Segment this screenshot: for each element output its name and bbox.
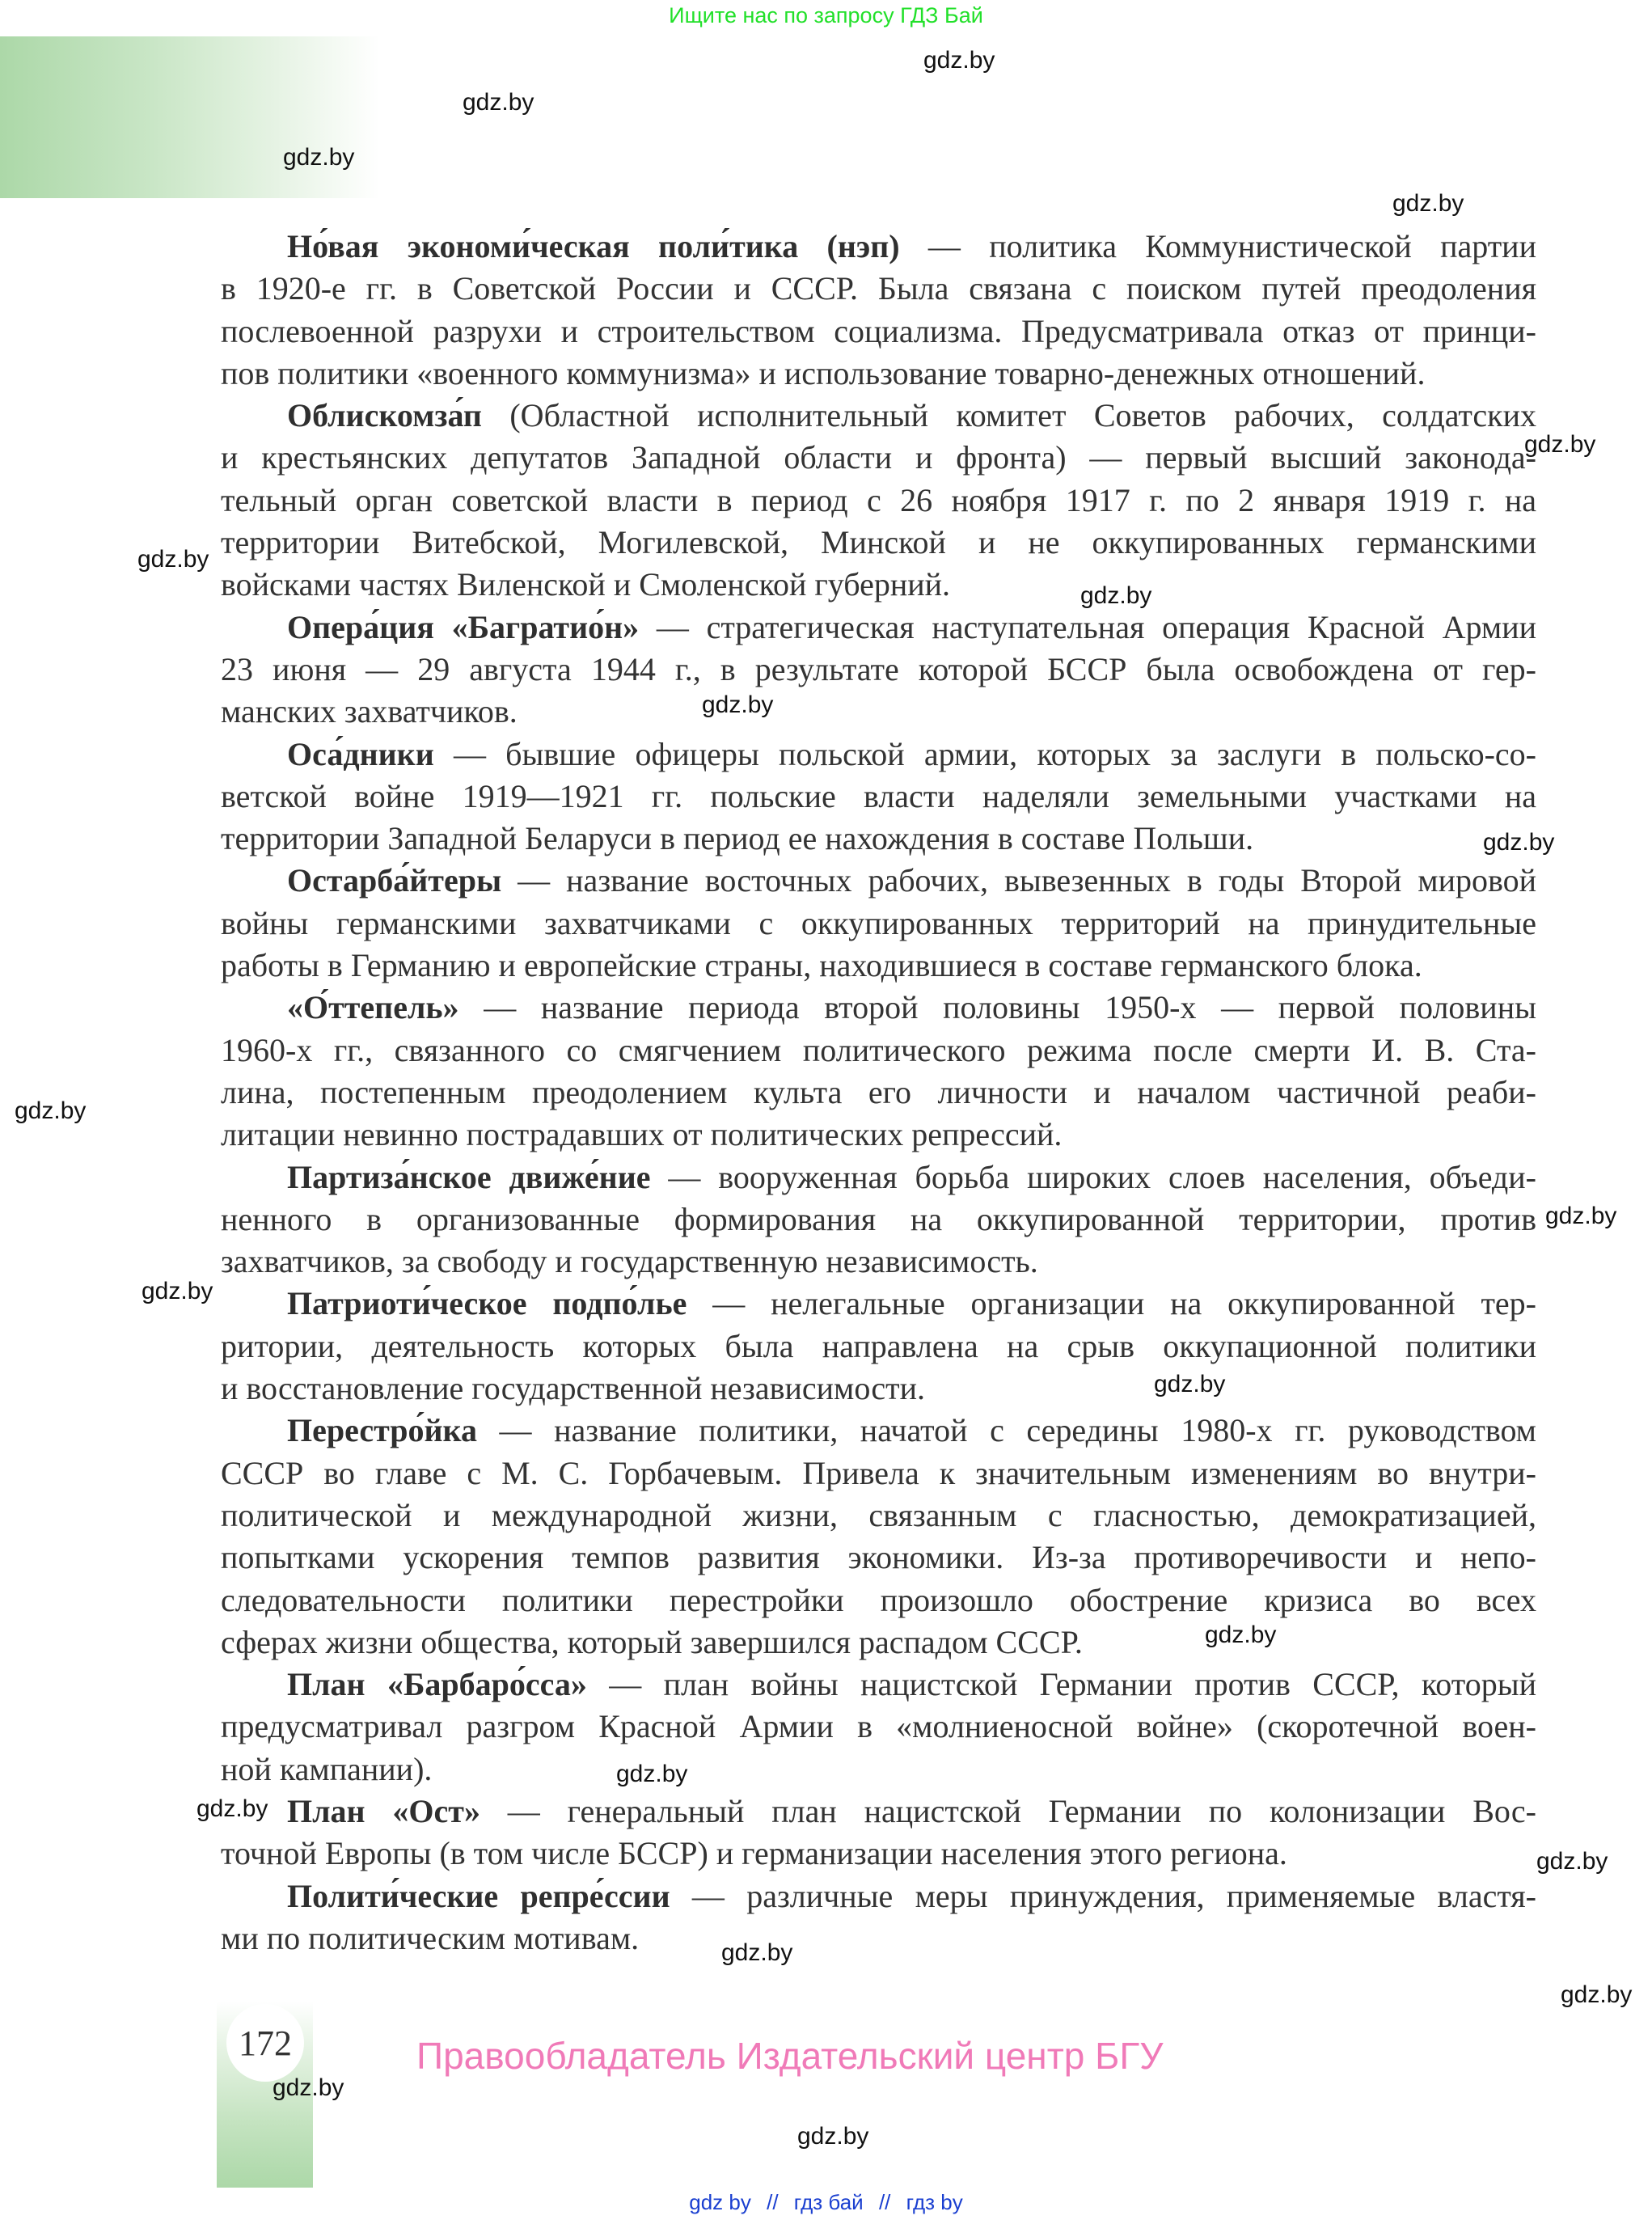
definition-line: послевоенной разрухи и строительством социализма. Предусматривала отказ от принци-: [221, 312, 1536, 349]
definition-line: войсками частях Виленской и Смоленской губерний.: [221, 566, 951, 603]
definition-line: сферах жизни общества, который завершился распадом СССР.: [221, 1623, 1083, 1660]
definition-text: — название политики, начатой с середины 1980-х гг. руководством: [476, 1412, 1536, 1449]
definition-line: точной Европы (в том числе БССР) и германизации населения этого региона.: [221, 1835, 1287, 1872]
glossary-entry: [221, 395, 1536, 606]
watermark-text: gdz.by: [1154, 1371, 1226, 1397]
glossary-entry: [221, 1283, 1536, 1410]
definition-line: политической и международной жизни, связанным с гласностью, демократизацией,: [221, 1496, 1536, 1533]
entry-first-line: [221, 1791, 1536, 1833]
definition-text: — политика Коммунистической партии: [899, 228, 1536, 264]
glossary-entry: [221, 226, 1536, 395]
definition-text: — нелегальные организации на оккупированной тер-: [687, 1285, 1537, 1322]
glossary-entry: [221, 734, 1536, 860]
footer-separator: //: [767, 2190, 779, 2214]
footer-separator: //: [878, 2190, 891, 2214]
glossary-entry: [221, 1410, 1536, 1664]
glossary-term: Оса́дники: [287, 735, 434, 772]
watermark-text: gdz.by: [283, 144, 355, 171]
glossary-term: Партиза́нское движе́ние: [287, 1158, 651, 1195]
definition-line: войны германскими захватчиками с оккупированных территорий на принудительные: [221, 904, 1536, 941]
definition-line: ми по политическим мотивам.: [221, 1919, 640, 1956]
glossary-term: «О́ттепель»: [287, 989, 459, 1026]
glossary-term: План «Барбаро́сса»: [287, 1666, 587, 1703]
watermark-text: gdz.by: [1545, 1203, 1617, 1229]
definition-line: и восстановление государственной независимости.: [221, 1370, 925, 1407]
footer-links: [0, 2190, 1652, 2215]
entry-first-line: [221, 226, 1536, 268]
definition-line: 1960-х гг., связанного со смягчением политического режима после смерти И. В. Ста-: [221, 1031, 1536, 1068]
glossary-entry: [221, 987, 1536, 1156]
definition-line: работы в Германию и европейские страны, находившиеся в составе германского блока.: [221, 947, 1422, 984]
watermark-text: gdz.by: [923, 47, 995, 74]
glossary-term: Опера́ция «Багратио́н»: [287, 608, 640, 645]
definition-line: территории Витебской, Могилевской, Минской и не оккупированных германскими: [221, 524, 1536, 561]
watermark-text: gdz.by: [463, 89, 534, 116]
entry-first-line: [221, 1410, 1536, 1452]
watermark-text: gdz.by: [797, 2123, 869, 2150]
definition-line: ненного в организованные формирования на оккупированной территории, против: [221, 1200, 1536, 1237]
glossary-term: Но́вая экономи́ческая поли́тика (нэп): [287, 228, 900, 264]
glossary-term: Патриоти́ческое подпо́лье: [287, 1285, 687, 1322]
footer-link-gdz-bai[interactable]: гдз бай: [793, 2190, 864, 2214]
definition-line: захватчиков, за свободу и государственную независимость.: [221, 1243, 1038, 1280]
definition-text: — различные меры принуждения, применяемые властя-: [670, 1877, 1536, 1914]
glossary-term: Полити́ческие репре́ссии: [287, 1877, 670, 1914]
watermark-text: gdz.by: [1205, 1621, 1277, 1648]
definition-line: 23 июня — 29 августа 1944 г., в результате которой БССР была освобождена от гер-: [221, 650, 1536, 687]
definition-line: ритории, деятельность которых была направлена на срыв оккупационной политики: [221, 1327, 1536, 1364]
glossary-term: Перестро́йка: [287, 1412, 477, 1449]
glossary-entry: [221, 1791, 1536, 1875]
definition-line: литации невинно пострадавших от политических репрессий.: [221, 1116, 1063, 1153]
watermark-text: gdz.by: [702, 691, 774, 718]
header-decorative-strip: [0, 36, 380, 198]
definition-text: — бывшие офицеры польской армии, которых за заслуги в польско-со-: [433, 735, 1536, 772]
entry-first-line: [221, 1283, 1536, 1325]
watermark-text: gdz.by: [616, 1761, 688, 1787]
definition-text: — название восточных рабочих, вывезенных в годы Второй мировой: [501, 862, 1536, 899]
footer-link-gdz-by[interactable]: gdz by: [689, 2190, 751, 2214]
page-number: 172: [226, 2004, 304, 2082]
entry-first-line: [221, 734, 1536, 776]
definition-line: ветской войне 1919—1921 гг. польские власти наделяли земельными участками на: [221, 777, 1536, 814]
glossary-entry: [221, 1664, 1536, 1791]
watermark-text: gdz.by: [196, 1795, 268, 1822]
glossary-entry: [221, 1875, 1536, 1960]
definition-text: — стратегическая наступательная операция Красной Армии: [639, 608, 1536, 645]
glossary-entry: [221, 1156, 1536, 1283]
watermark-text: gdz.by: [1392, 190, 1464, 217]
entry-first-line: [221, 1156, 1536, 1199]
watermark-text: gdz.by: [1080, 582, 1152, 609]
glossary-term: Облискомза́п: [287, 397, 482, 434]
glossary-term: Остарба́йтеры: [287, 862, 502, 899]
definition-text: — название периода второй половины 1950-х — первой половины: [458, 989, 1536, 1026]
glossary-entry: [221, 607, 1536, 734]
watermark-text: gdz.by: [1524, 431, 1596, 458]
watermark-text: gdz.by: [1536, 1848, 1608, 1875]
glossary-page-body: [221, 226, 1536, 1960]
definition-line: ной кампании).: [221, 1750, 433, 1787]
definition-line: манских захватчиков.: [221, 693, 518, 730]
definition-text: — генеральный план нацистской Германии по колонизации Вос-: [480, 1792, 1536, 1829]
entry-first-line: [221, 1875, 1536, 1917]
definition-text: (Областной исполнительный комитет Советов рабочих, солдатских: [481, 397, 1536, 434]
entry-first-line: [221, 395, 1536, 437]
definition-line: территории Западной Беларуси в период ее нахождения в составе Польши.: [221, 820, 1254, 857]
definition-line: тельный орган советской власти в период с 26 ноября 1917 г. по 2 января 1919 г. на: [221, 481, 1536, 518]
definition-line: попытками ускорения темпов развития экономики. Из-за противоречивости и непо-: [221, 1539, 1536, 1576]
entry-first-line: [221, 1664, 1536, 1706]
definition-line: и крестьянских депутатов Западной области и фронта) — первый высший законода-: [221, 439, 1536, 476]
definition-line: предусматривал разгром Красной Армии в «молниеносной войне» (скоротечной воен-: [221, 1708, 1536, 1745]
definition-line: в 1920-е гг. в Советской России и СССР. Была связана с поиском путей преодоления: [221, 270, 1536, 307]
glossary-term: План «Ост»: [287, 1792, 480, 1829]
definition-line: СССР во главе с М. С. Горбачевым. Привела к значительным изменениям во внутри-: [221, 1454, 1536, 1491]
entry-first-line: [221, 987, 1536, 1029]
watermark-text: gdz.by: [1561, 1981, 1633, 2008]
definition-text: — план войны нацистской Германии против СССР, который: [586, 1666, 1536, 1703]
copyright-notice: Правообладатель Издательский центр БГУ: [416, 2035, 1164, 2077]
watermark-text: gdz.by: [137, 546, 209, 573]
search-hint-banner: Ищите нас по запросу ГДЗ Бай: [669, 3, 983, 27]
watermark-text: gdz.by: [142, 1278, 213, 1304]
definition-line: следовательности политики перестройки произошло обострение кризиса во всех: [221, 1581, 1536, 1618]
entry-first-line: [221, 860, 1536, 902]
definition-line: пов политики «военного коммунизма» и использование товарно-денежных отношений.: [221, 354, 1426, 391]
watermark-text: gdz.by: [273, 2074, 344, 2101]
watermark-text: gdz.by: [1483, 829, 1555, 856]
entry-first-line: [221, 607, 1536, 649]
definition-line: лина, постепенным преодолением культа его личности и началом частичной реаби-: [221, 1073, 1536, 1110]
definition-text: — вооруженная борьба широких слоев населения, объеди-: [650, 1158, 1537, 1195]
watermark-text: gdz.by: [15, 1097, 87, 1124]
watermark-text: gdz.by: [721, 1939, 793, 1966]
glossary-entry: [221, 860, 1536, 987]
footer-link-gdz-by-cyr[interactable]: гдз by: [906, 2190, 963, 2214]
